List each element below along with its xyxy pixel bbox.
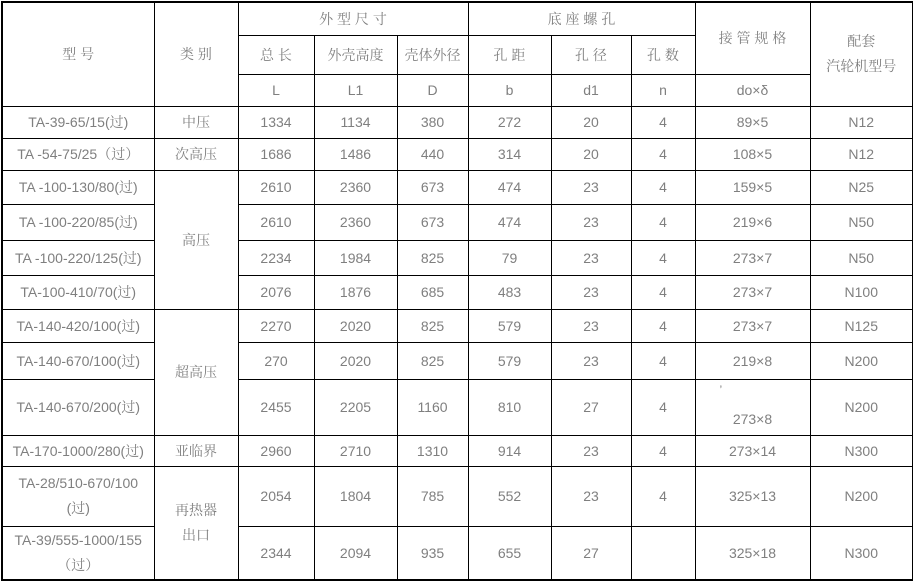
hole-dia-cell: 27 xyxy=(551,379,631,435)
symbol-doxdelta: do×δ xyxy=(695,74,810,106)
length-cell: 2610 xyxy=(238,170,314,204)
table-row xyxy=(2,526,913,580)
hole-pitch-cell: 552 xyxy=(468,466,551,526)
hole-count-cell: 4 xyxy=(631,204,695,240)
stray-mark: ’ xyxy=(719,382,723,397)
table-row xyxy=(2,170,913,204)
shell-height-cell: 2360 xyxy=(314,170,397,204)
outer-dia-cell: 685 xyxy=(397,275,468,309)
table-row xyxy=(2,275,913,309)
pipe-spec-cell xyxy=(695,379,810,435)
pipe-spec-value: 273×8 xyxy=(732,411,773,427)
length-cell: 2455 xyxy=(238,379,314,435)
turbine-model-cell: N200 xyxy=(810,466,913,526)
col-header-hole-pitch: 孔 距 xyxy=(468,35,551,74)
hole-count-cell: 4 xyxy=(631,240,695,275)
length-cell: 1686 xyxy=(238,138,314,170)
hole-count-cell-empty xyxy=(631,526,695,580)
hole-count-cell: 4 xyxy=(631,275,695,309)
pipe-spec-cell: 325×18 xyxy=(695,526,810,580)
outer-dia-cell: 1310 xyxy=(397,435,468,466)
hole-pitch-cell: 579 xyxy=(468,309,551,342)
outer-dia-cell: 1160 xyxy=(397,379,468,435)
category-line1: 再热器 xyxy=(175,501,217,518)
turbine-model-cell: N12 xyxy=(810,138,913,170)
hole-pitch-cell: 579 xyxy=(468,342,551,379)
shell-height-cell: 2205 xyxy=(314,379,397,435)
model-line1: TA-28/510-670/100 xyxy=(18,475,139,491)
hole-pitch-cell: 314 xyxy=(468,138,551,170)
category-cell: 亚临界 xyxy=(154,435,238,466)
spec-table xyxy=(1,1,913,581)
turbine-header-line2: 汽轮机型号 xyxy=(826,58,897,75)
hole-dia-cell: 23 xyxy=(551,170,631,204)
hole-dia-cell: 20 xyxy=(551,138,631,170)
col-header-shell-outer-dia: 壳体外径 xyxy=(397,35,468,74)
pipe-spec-cell: 89×5 xyxy=(695,106,810,138)
hole-dia-cell: 27 xyxy=(551,526,631,580)
symbol-b: b xyxy=(468,74,551,106)
shell-height-cell: 1804 xyxy=(314,466,397,526)
shell-height-cell: 2360 xyxy=(314,204,397,240)
hole-count-cell: 4 xyxy=(631,466,695,526)
turbine-model-cell: N12 xyxy=(810,106,913,138)
hole-dia-cell: 23 xyxy=(551,204,631,240)
hole-dia-cell: 20 xyxy=(551,106,631,138)
outer-dia-cell: 785 xyxy=(397,466,468,526)
length-cell: 2960 xyxy=(238,435,314,466)
model-cell: TA -100-220/125(过) xyxy=(2,240,154,275)
category-cell: 高压 xyxy=(154,170,238,309)
pipe-spec-cell: 159×5 xyxy=(695,170,810,204)
col-header-turbine-model xyxy=(810,2,913,106)
outer-dia-cell: 935 xyxy=(397,526,468,580)
col-header-model: 型 号 xyxy=(2,2,154,106)
model-cell: TA-140-670/200(过) xyxy=(2,379,154,435)
col-header-category: 类 别 xyxy=(154,2,238,106)
category-cell xyxy=(154,466,238,580)
model-cell: TA-170-1000/280(过) xyxy=(2,435,154,466)
shell-height-cell: 1134 xyxy=(314,106,397,138)
turbine-model-cell: N300 xyxy=(810,526,913,580)
symbol-L: L xyxy=(238,74,314,106)
hole-dia-cell: 23 xyxy=(551,435,631,466)
length-cell: 2610 xyxy=(238,204,314,240)
model-cell: TA -54-75/25（过） xyxy=(2,138,154,170)
turbine-model-cell: N50 xyxy=(810,204,913,240)
hole-dia-cell: 23 xyxy=(551,466,631,526)
outer-dia-cell: 825 xyxy=(397,240,468,275)
pipe-spec-cell: 273×7 xyxy=(695,240,810,275)
outer-dia-cell: 673 xyxy=(397,204,468,240)
model-cell: TA-39-65/15(过) xyxy=(2,106,154,138)
outer-dia-cell: 825 xyxy=(397,342,468,379)
table-row xyxy=(2,204,913,240)
length-cell: 270 xyxy=(238,342,314,379)
shell-height-cell: 2710 xyxy=(314,435,397,466)
hole-pitch-cell: 79 xyxy=(468,240,551,275)
hole-count-cell: 4 xyxy=(631,170,695,204)
length-cell: 1334 xyxy=(238,106,314,138)
model-cell: TA -100-130/80(过) xyxy=(2,170,154,204)
turbine-model-cell: N200 xyxy=(810,379,913,435)
turbine-model-cell: N25 xyxy=(810,170,913,204)
hole-count-cell: 4 xyxy=(631,379,695,435)
table-row xyxy=(2,240,913,275)
category-cell: 次高压 xyxy=(154,138,238,170)
length-cell: 2054 xyxy=(238,466,314,526)
col-header-pipe-spec: 接 管 规 格 xyxy=(695,2,810,74)
length-cell: 2076 xyxy=(238,275,314,309)
hole-count-cell: 4 xyxy=(631,106,695,138)
model-cell: TA-140-670/100(过) xyxy=(2,342,154,379)
hole-pitch-cell: 810 xyxy=(468,379,551,435)
hole-pitch-cell: 474 xyxy=(468,170,551,204)
symbol-L1: L1 xyxy=(314,74,397,106)
pipe-spec-cell: 273×7 xyxy=(695,309,810,342)
col-header-hole-dia: 孔 径 xyxy=(551,35,631,74)
outer-dia-cell: 380 xyxy=(397,106,468,138)
turbine-model-cell: N200 xyxy=(810,342,913,379)
turbine-model-cell: N300 xyxy=(810,435,913,466)
shell-height-cell: 2020 xyxy=(314,342,397,379)
shell-height-cell: 1876 xyxy=(314,275,397,309)
turbine-model-cell: N125 xyxy=(810,309,913,342)
turbine-model-cell: N50 xyxy=(810,240,913,275)
pipe-spec-cell: 273×14 xyxy=(695,435,810,466)
pipe-spec-cell: 108×5 xyxy=(695,138,810,170)
table-row xyxy=(2,435,913,466)
category-line2: 出口 xyxy=(182,526,210,543)
col-header-total-length: 总 长 xyxy=(238,35,314,74)
hole-count-cell: 4 xyxy=(631,138,695,170)
hole-pitch-cell: 914 xyxy=(468,435,551,466)
hole-count-cell: 4 xyxy=(631,342,695,379)
symbol-d1: d1 xyxy=(551,74,631,106)
table-row xyxy=(2,342,913,379)
shell-height-cell: 2020 xyxy=(314,309,397,342)
outer-dia-cell: 673 xyxy=(397,170,468,204)
model-line2: （过） xyxy=(57,556,100,573)
table-row xyxy=(2,379,913,435)
table-row xyxy=(2,106,913,138)
length-cell: 2270 xyxy=(238,309,314,342)
hole-count-cell: 4 xyxy=(631,435,695,466)
symbol-n: n xyxy=(631,74,695,106)
hole-dia-cell: 23 xyxy=(551,240,631,275)
hole-count-cell: 4 xyxy=(631,309,695,342)
hole-dia-cell: 23 xyxy=(551,275,631,309)
hole-pitch-cell: 655 xyxy=(468,526,551,580)
outer-dia-cell: 825 xyxy=(397,309,468,342)
header-row-groups xyxy=(2,2,913,35)
hole-dia-cell: 23 xyxy=(551,309,631,342)
shell-height-cell: 2094 xyxy=(314,526,397,580)
category-cell: 中压 xyxy=(154,106,238,138)
model-line2: (过) xyxy=(66,500,90,516)
col-header-shell-height: 外壳高度 xyxy=(314,35,397,74)
hole-pitch-cell: 474 xyxy=(468,204,551,240)
table-row xyxy=(2,138,913,170)
shell-height-cell: 1984 xyxy=(314,240,397,275)
model-line1: TA-39/555-1000/155 xyxy=(14,531,142,548)
pipe-spec-cell: 219×6 xyxy=(695,204,810,240)
length-cell: 2234 xyxy=(238,240,314,275)
category-cell: 超高压 xyxy=(154,309,238,435)
table-row xyxy=(2,466,913,526)
shell-height-cell: 1486 xyxy=(314,138,397,170)
model-cell xyxy=(2,526,154,580)
model-cell: TA -100-220/85(过) xyxy=(2,204,154,240)
turbine-model-cell: N100 xyxy=(810,275,913,309)
outer-dia-cell: 440 xyxy=(397,138,468,170)
model-cell: TA-100-410/70(过) xyxy=(2,275,154,309)
length-cell: 2344 xyxy=(238,526,314,580)
turbine-header-line1: 配套 xyxy=(847,33,876,50)
hole-pitch-cell: 483 xyxy=(468,275,551,309)
pipe-spec-cell: 273×7 xyxy=(695,275,810,309)
col-header-hole-count: 孔 数 xyxy=(631,35,695,74)
pipe-spec-cell: 219×8 xyxy=(695,342,810,379)
symbol-D: D xyxy=(397,74,468,106)
hole-pitch-cell: 272 xyxy=(468,106,551,138)
col-group-dimensions: 外 型 尺 寸 xyxy=(238,2,468,35)
model-cell: TA-140-420/100(过) xyxy=(2,309,154,342)
hole-dia-cell: 23 xyxy=(551,342,631,379)
col-group-base-holes: 底 座 螺 孔 xyxy=(468,2,695,35)
pipe-spec-cell: 325×13 xyxy=(695,466,810,526)
model-cell xyxy=(2,466,154,526)
table-row xyxy=(2,309,913,342)
